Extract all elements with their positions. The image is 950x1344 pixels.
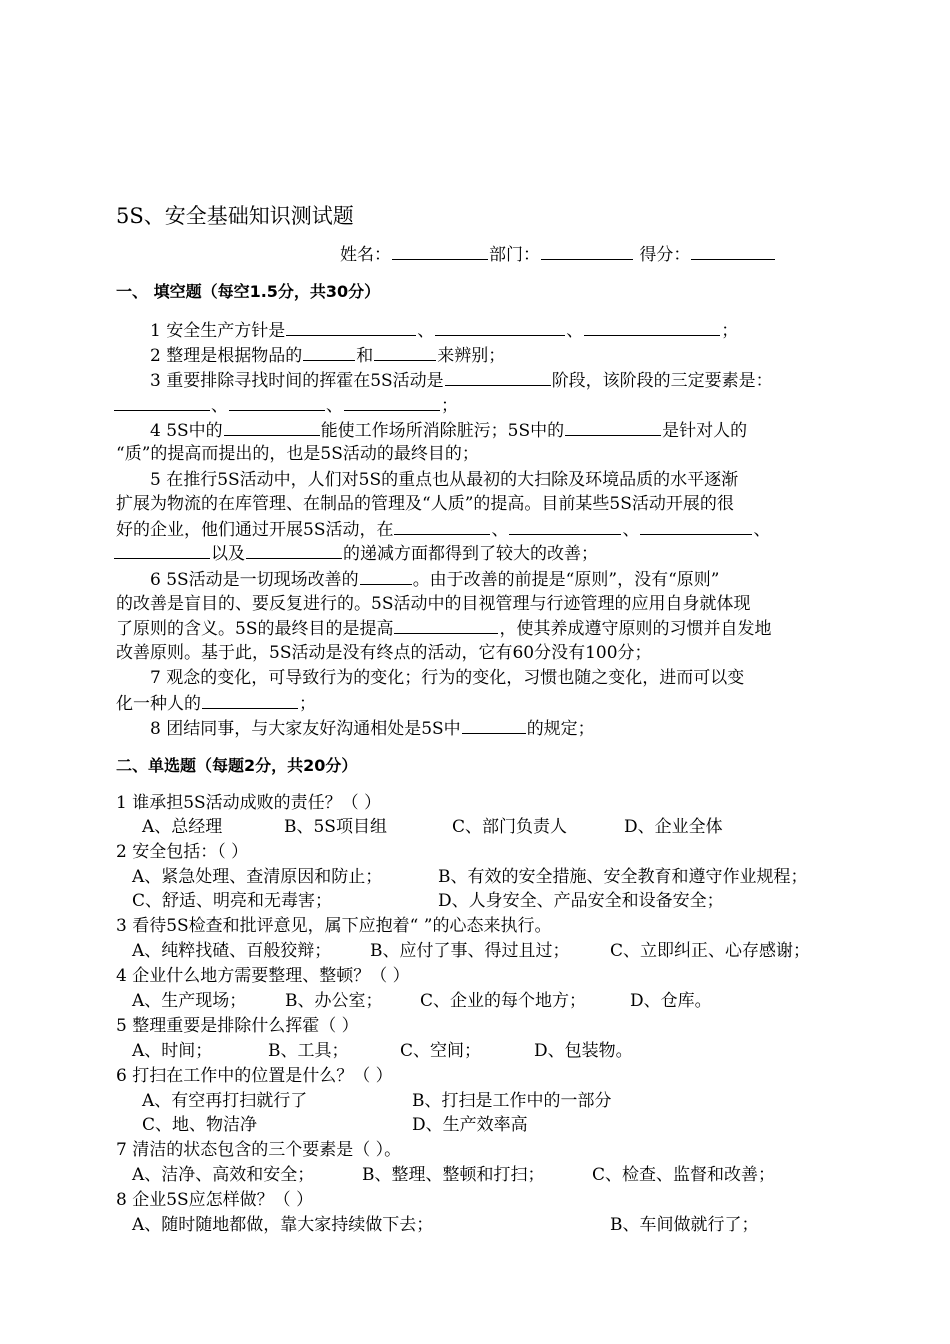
name-blank[interactable] [392,242,488,260]
s1-q6-text4: ，使其养成遵守原则的习惯并自发地 [499,619,772,639]
name-label: 姓名： [340,245,391,265]
s2-q7-stem: 7 清洁的状态包含的三个要素是（ ）。 [116,1140,402,1160]
s2-q2-option-b[interactable]: B、有效的安全措施、安全教育和遵守作业规程； [438,867,808,887]
blank[interactable] [246,541,342,559]
s1-q8-end: 的规定； [526,719,595,739]
s1-q2-text: 2 整理是根据物品的 [150,346,303,366]
s2-q7-option-c[interactable]: C、检查、监督和改善； [592,1165,776,1185]
s2-q5-option-d[interactable]: D、包装物。 [534,1041,633,1061]
s2-q2-option-d[interactable]: D、人身安全、产品安全和设备安全； [438,891,724,911]
blank[interactable] [202,691,298,709]
section2-heading: 二、单选题（每题2分，共20分） [116,756,358,775]
blank[interactable] [114,393,210,411]
s2-q4-stem: 4 企业什么地方需要整理、整顿？（ ） [116,966,410,986]
s1-q5-line1: 5 在推行5S活动中，人们对5S的重点也从最初的大扫除及环境品质的水平逐渐 [150,470,739,490]
s2-q6-stem: 6 打扫在工作中的位置是什么？（ ） [116,1066,393,1086]
s1-q3-end: ； [441,396,458,416]
s1-q1-text: 1 安全生产方针是 [150,321,286,341]
s2-q4-option-d[interactable]: D、仓库。 [630,991,712,1011]
dept-blank[interactable] [541,242,633,260]
s1-q5-sep: 、 [753,520,771,540]
s1-q4 [150,418,747,443]
blank[interactable] [584,318,720,336]
s1-q4-line2: “质”的提高而提出的，也是5S活动的最终目的； [116,444,479,464]
s2-q5-option-b[interactable]: B、工具； [268,1041,349,1061]
s2-q8-stem: 8 企业5S应怎样做？（ ） [116,1190,314,1210]
page-title: 5S、安全基础知识测试题 [116,204,354,228]
blank[interactable] [462,716,526,734]
s1-q5-end: 的递减方面都得到了较大的改善； [343,544,598,564]
blank[interactable] [344,393,440,411]
s1-q2-sep: 和 [356,346,374,366]
blank[interactable] [374,343,436,361]
blank[interactable] [229,393,325,411]
s1-q6-line3 [116,616,771,641]
blank[interactable] [445,368,551,386]
s1-q7-line1: 7 观念的变化，可导致行为的变化；行为的变化，习惯也随之变化，进而可以变 [150,668,745,688]
blank[interactable] [640,517,752,535]
blank[interactable] [360,567,412,585]
blank[interactable] [394,616,498,634]
s2-q8-option-a[interactable]: A、随时随地都做，靠大家持续做下去； [132,1215,434,1235]
s2-q2-option-a[interactable]: A、紧急处理、查清原因和防止； [132,867,383,887]
s1-q5-sep: 、 [622,520,640,540]
s1-q6-line2: 的改善是盲目的、要反复进行的。5S活动中的目视管理与行迹管理的应用自身就体现 [116,594,751,614]
s2-q2-stem: 2 安全包括：（ ） [116,842,249,862]
s2-q1-option-b[interactable]: B、5S项目组 [284,817,387,837]
score-label: 得分： [639,245,691,265]
s2-q1-stem: 1 谁承担5S活动成败的责任？（ ） [116,793,382,813]
dept-label: 部门： [489,245,540,265]
s1-q5-line4 [113,541,598,566]
s1-q2 [150,343,505,368]
s1-q5-line3 [116,517,770,542]
s1-q5-sep: 、 [491,520,509,540]
s1-q6-line1 [150,567,719,592]
s2-q2-option-c[interactable]: C、舒适、明亮和无毒害； [132,891,333,911]
s1-q7-text: 化一种人的 [116,694,201,714]
s2-q6-option-b[interactable]: B、打扫是工作中的一部分 [412,1091,612,1111]
blank[interactable] [303,343,355,361]
s2-q8-option-b[interactable]: B、车间做就行了； [610,1215,759,1235]
s2-q7-option-a[interactable]: A、洁净、高效和安全； [132,1165,315,1185]
header-fields [340,242,776,267]
s2-q5-stem: 5 整理重要是排除什么挥霍（ ） [116,1016,359,1036]
s1-q3-line2 [113,393,458,418]
s1-q5-line2: 扩展为物流的在库管理、在制品的管理及“人质”的提高。目前某些5S活动开展的很 [116,494,734,514]
s2-q1-option-d[interactable]: D、企业全体 [624,817,723,837]
section1-heading: 一、 填空题（每空1.5分，共30分） [116,282,381,301]
s1-q5-text: 好的企业，他们通过开展5S活动，在 [116,520,394,540]
s2-q3-option-b[interactable]: B、应付了事、得过且过； [370,941,570,961]
blank[interactable] [565,418,661,436]
s2-q6-option-d[interactable]: D、生产效率高 [412,1115,528,1135]
s2-q3-option-a[interactable]: A、纯粹找碴、百般狡辩； [132,941,332,961]
s1-q5-text: 以及 [211,544,245,564]
s2-q7-option-b[interactable]: B、整理、整顿和打扫； [362,1165,545,1185]
s1-q2-end: 来辨别； [437,346,506,366]
s2-q3-stem: 3 看待5S检查和批评意见，属下应抱着“ ”的心态来执行。 [116,916,552,936]
s1-q1-sep: 、 [566,321,584,341]
blank[interactable] [435,318,565,336]
s1-q6-text2: 。由于改善的前提是“原则”，没有“原则” [412,570,720,590]
s2-q4-option-b[interactable]: B、办公室； [285,991,383,1011]
s2-q1-option-c[interactable]: C、部门负责人 [452,817,568,837]
s1-q3-sep: 、 [211,396,228,416]
s1-q3-sep: 、 [326,396,343,416]
s2-q4-option-a[interactable]: A、生产现场； [132,991,247,1011]
s2-q4-option-c[interactable]: C、企业的每个地方； [420,991,587,1011]
s1-q7-line2 [116,691,316,716]
s1-q4-text: 4 5S中的 [150,421,223,441]
s1-q3-text2: 阶段，该阶段的三定要素是： [551,371,773,391]
s1-q6-line4: 改善原则。基于此，5S活动是没有终点的活动，它有60分没有100分； [116,643,652,663]
s1-q1 [150,318,738,343]
s2-q3-option-c[interactable]: C、立即纠正、心存感谢； [610,941,811,961]
s1-q8-text: 8 团结同事，与大家友好沟通相处是5S中 [150,719,461,739]
s2-q1-option-a[interactable]: A、总经理 [142,817,223,837]
blank[interactable] [114,541,210,559]
s1-q4-text3: 是针对人的 [662,421,748,441]
s1-q6-text: 6 5S活动是一切现场改善的 [150,570,359,590]
score-blank[interactable] [691,242,775,260]
s1-q4-text2: 能使工作场所消除脏污；5S中的 [320,421,565,441]
s1-q7-end: ； [299,694,316,714]
blank[interactable] [509,517,621,535]
s1-q1-end: ； [721,321,739,341]
s2-q5-option-a[interactable]: A、时间； [132,1041,213,1061]
s2-q5-option-c[interactable]: C、空间； [400,1041,482,1061]
s1-q1-sep: 、 [417,321,435,341]
s2-q6-option-a[interactable]: A、有空再打扫就行了 [142,1091,308,1111]
s1-q3-text: 3 重要排除寻找时间的挥霍在5S活动是 [150,371,444,391]
blank[interactable] [224,418,320,436]
blank[interactable] [286,318,416,336]
s2-q6-option-c[interactable]: C、地、物洁净 [142,1115,258,1135]
blank[interactable] [394,517,490,535]
s1-q3 [150,368,773,393]
s1-q6-text3: 了原则的含义。5S的最终目的是提高 [116,619,394,639]
s1-q8 [150,716,595,741]
